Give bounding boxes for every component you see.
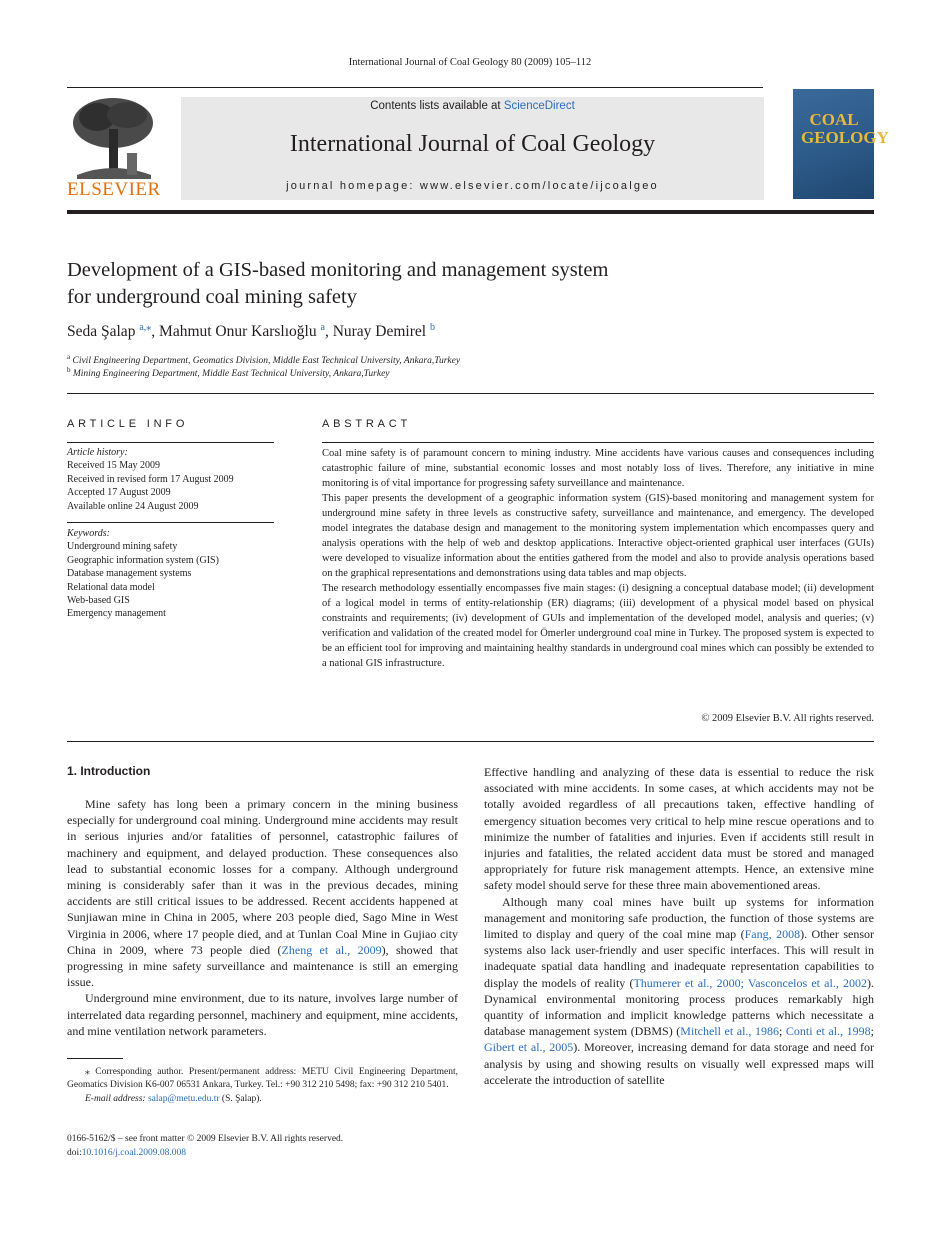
author-affil-mark[interactable]: b [429,322,435,333]
contents-prefix: Contents lists available at [370,100,504,112]
section-heading: 1. Introduction [67,764,151,778]
citation-link[interactable]: Mitchell et al., 1986 [680,1024,779,1039]
title-line-2: for underground coal mining safety [67,286,357,308]
citation-link[interactable]: Gibert et al., 2005 [484,1040,574,1055]
email-label: E-mail address: [85,1093,148,1104]
body-text: ), showed that progressing in mine safety surveillance and maintenance is still an emerging issue. [67,942,458,990]
cover-title-line2: GEOLOGY [801,128,889,147]
sciencedirect-link[interactable]: ScienceDirect [503,100,575,112]
intro-right-column [484,764,874,1088]
footnote-email-line [67,1093,458,1106]
body-text: ). Other sensor systems also lack user-friendly and user specific interfaces. This will result in inadequate spatial data handling and inadequate representation capabilities to display the models of reality ( [484,927,875,990]
abstract-paragraph: Coal mine safety is of paramount concern to mining industry. Mine accidents have various causes and consequences including catastrophic failure of mine, substantial economic losses and most notably loss of lives. Therefore, any initiative in mine monitoring is of vital importance for progressing safety surveillance and maintenance. [322,448,874,489]
footnote-rule [67,1058,123,1059]
body-text: Although many coal mines have built up systems for information management and monitoring safe production, the function of those systems are limited to display and query of the coal mine map ( [484,894,874,942]
cover-title [801,110,889,147]
journal-homepage[interactable]: journal homepage: www.elsevier.com/locate/ijcoalgeo [286,180,659,192]
history-item: Received 15 May 2009 [67,460,161,472]
contents-line [181,100,764,112]
abstract-rule [322,442,874,443]
citation-link[interactable]: Fang, 2008 [744,927,801,942]
abstract-paragraph: The research methodology essentially encompasses five main stages: (i) designing a conceptual database model; (ii) development of a logical model in terms of entity-relationship (ER) diagrams; (iii) development of a physical model based on physical constraints and requirements; (iv) development of GUIs and implementation of the developed model, analysis and queries; (v) verification and validation of the created model for Ömerler underground coal mine in Turkey. The proposed system is expected to be an efficient tool for improving and maintaining healthy standards in underground coal mines which can possibly be extended to a national GIS infrastructure. [322,583,874,669]
issn-line: 0166-5162/$ – see front matter © 2009 Elsevier B.V. All rights reserved. [67,1134,344,1144]
article-info-heading: ARTICLE INFO [67,418,189,430]
author-affil-mark[interactable]: a,⁎ [139,322,152,333]
history-item: Accepted 17 August 2009 [67,487,171,499]
body-paragraph [484,894,874,1088]
affiliation-mark: a [67,353,71,361]
publisher-name: ELSEVIER [67,179,161,200]
abstract-paragraph: This paper presents the development of a geographic information system (GIS)-based monitoring and management system for underground mine safety in three levels as constructive safety, surveillance and maintenance, and emergency. The developed model integrates the database design and management to the monitoring system implementation which encompasses query and analysis operations with the help of web and desktop applications. Interactive object-oriented graphical user interfaces (GUIs) were developed to visualize information about the entities gathered from the model and also to provide analysis operations based on the graphical representations and demonstrations using data tables and map objects. [322,493,874,579]
affiliation-mark: b [67,366,71,374]
affiliation [67,366,390,379]
title-line-1: Development of a GIS-based monitoring and management system [67,259,609,281]
history-label: Article history: [67,447,128,458]
affiliation-text: Mining Engineering Department, Middle East Technical University, Ankara,Turkey [72,369,390,380]
abstract-heading: ABSTRACT [322,418,412,430]
front-matter [67,1133,343,1160]
doi-line [67,1147,343,1161]
info-rule [67,442,274,443]
article-history [67,446,274,513]
body-paragraph: Underground mine environment, due to its nature, involves large number of interrelated data regarding personnel, machinery and equipment, mine accidents, and mine ventilation network parameters. [67,991,458,1038]
cover-title-line1: COAL [809,110,859,129]
keyword: Web-based GIS [67,595,130,607]
citation-link[interactable]: Zheng et al., 2009 [281,942,382,957]
intro-left-column [67,796,458,1039]
doi-link[interactable]: 10.1016/j.coal.2009.08.008 [81,1147,187,1158]
keywords-label: Keywords: [67,528,110,539]
citation-link[interactable]: Conti et al., 1998 [785,1024,871,1039]
body-text: ). Moreover, increasing demand for data storage and need for analysis by using and showing results on visually well expressed maps will accelerate the introduction of satellite [484,1040,874,1087]
email-suffix: (S. Şalap). [219,1093,262,1104]
body-text: Mine safety has long been a primary concern in the mining business especially for underground coal mining. Underground mine accidents may result in serious injuries and/or fatalities of personnel, catastrophic failures of machinery and equipment, and delayed production. These consequences also lead to substantial economic losses for a company. Although underground mining is considerably safer than it was in the previous decades, mining accidents are still critical issues to be addressed. Recent accidents happened at Sunjiawan mine in China in 2005, where 203 people died, Sago Mine in West Virginia in 2006, where 17 people died, and at Tunlan Coal Mine in Gujiao city China in 2009, where 73 people died ( [67,797,458,957]
body-text: ). Dynamical environmental monitoring process produces remarkably high quantity of information and implicit knowledge patterns which necessitate a database management system (DBMS) ( [484,975,874,1039]
author-name: , Nuray Demirel [324,323,430,341]
keyword: Geographic information system (GIS) [67,554,219,566]
keywords [67,527,274,621]
journal-name: International Journal of Coal Geology [289,131,656,157]
citation-link[interactable]: Thumerer et al., 2000; Vasconcelos et al., 2002 [633,975,867,990]
copyright: © 2009 Elsevier B.V. All rights reserved. [701,713,874,724]
affiliation-text: Civil Engineering Department, Geomatics Division, Middle East Technical University, Ankara,Turkey [72,356,461,367]
email-link[interactable]: salap@metu.edu.tr [147,1093,220,1104]
author-affil-mark[interactable]: a [320,322,325,333]
section-rule [67,741,874,742]
history-item: Received in revised form 17 August 2009 [67,473,234,485]
elsevier-logo[interactable] [67,95,159,200]
running-head: International Journal of Coal Geology 80 (2009) 105–112 [348,57,592,68]
keyword: Underground mining safety [67,541,178,553]
keyword: Database management systems [67,568,192,580]
body-text: ; [779,1024,786,1039]
abstract-body [322,446,874,671]
footnote-text: ⁎ Corresponding author. Present/permanent address: METU Civil Engineering Department, Geomatics Division K6-007 06531 Ankara, Turkey. Tel.: +90 312 210 5498; fax: +90 312 210 5401. [67,1067,458,1091]
body-paragraph [67,796,458,990]
author-name: , Mahmut Onur Karslıoğlu [151,323,321,341]
body-text: ; [870,1024,874,1039]
author-list [67,322,435,341]
body-paragraph: Effective handling and analyzing of these data is essential to reduce the risk associated with mine accidents. In some cases, at which accidents may not be totally avoided regardless of all precautions taken, effective handling of emergency situation becomes very critical to help mine rescue operations and to minimize the number of fatalities and injuries. Even if accidents still result in injuries and fatalities, the related accident data must be stored and managed appropriately for future risk management attempts. Hence, an extensive mine safety model should serve for these three main abovementioned areas. [484,765,874,893]
author-name: Seda Şalap [67,323,140,341]
keyword: Emergency management [67,608,166,620]
doi-label: doi: [67,1147,82,1158]
header-rule-bold [67,210,874,214]
info-rule [67,522,274,523]
affiliation [67,353,460,366]
journal-cover[interactable] [793,89,889,199]
article-title [67,257,767,311]
section-rule [67,393,874,394]
header-rule [67,87,763,88]
footnote [67,1066,458,1106]
keyword: Relational data model [67,581,155,593]
journal-masthead [181,97,764,200]
history-item: Available online 24 August 2009 [67,500,199,512]
